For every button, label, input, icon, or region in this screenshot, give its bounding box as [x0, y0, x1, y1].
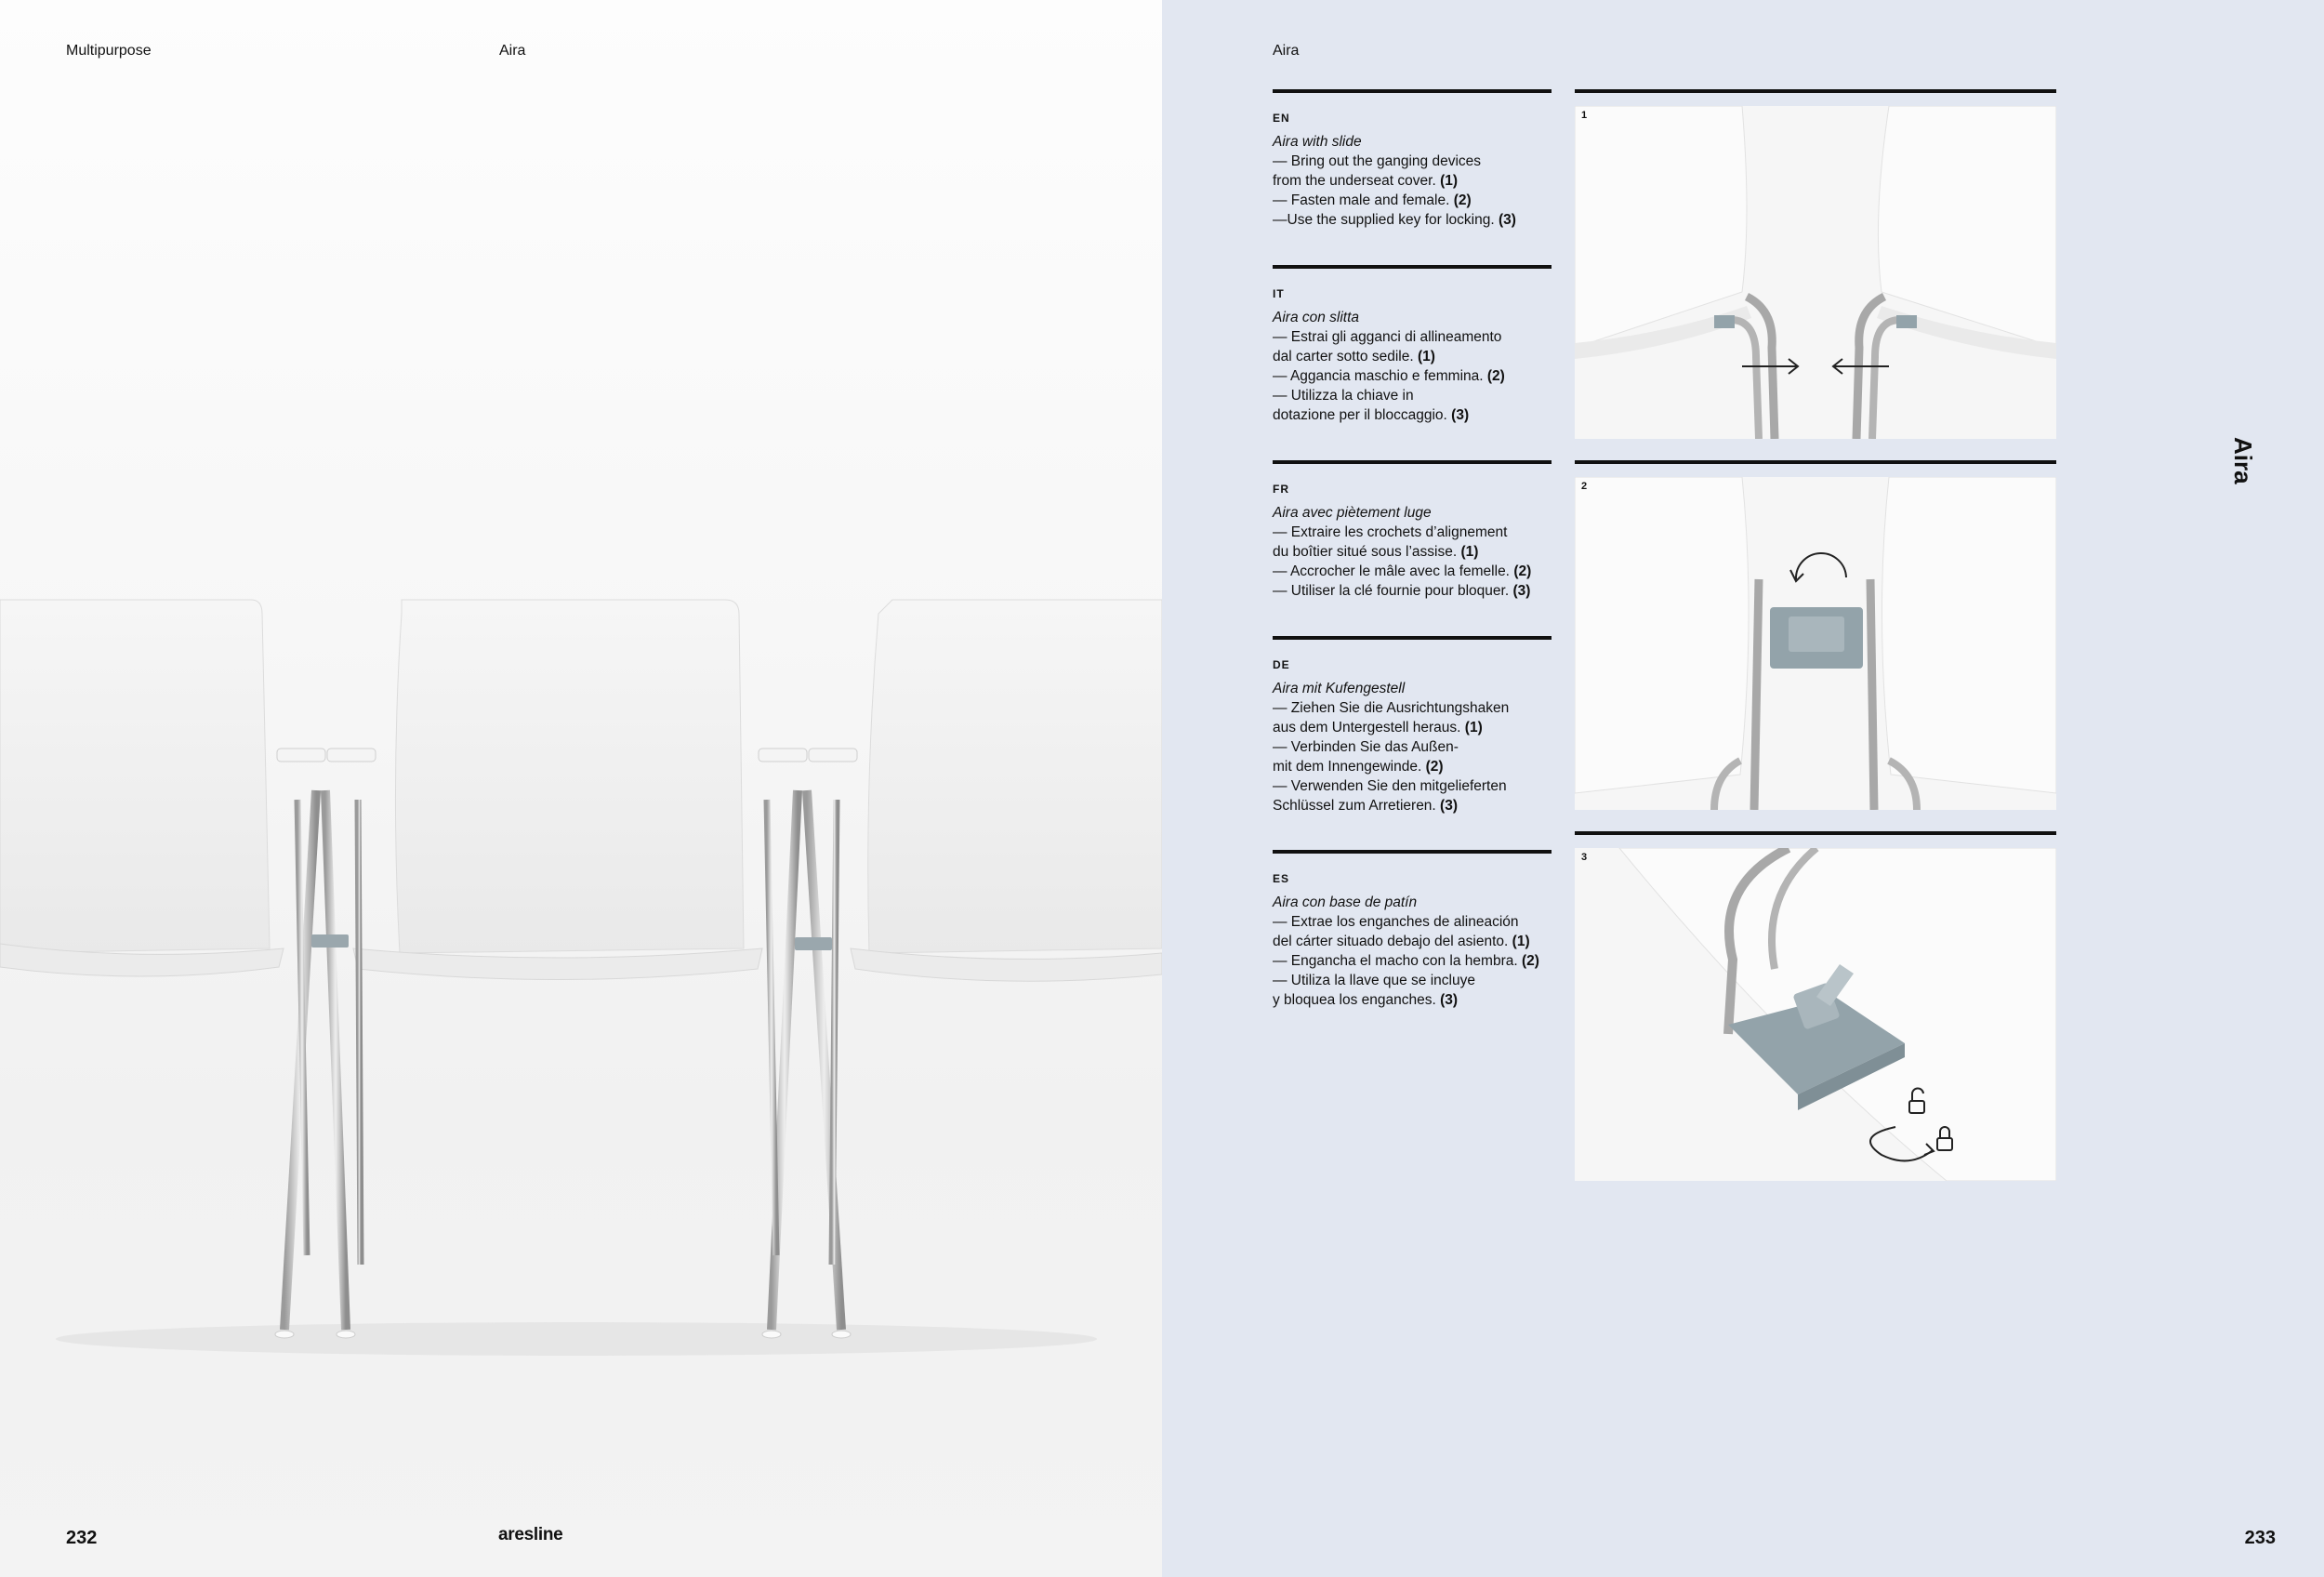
instruction-line: Schlüssel zum Arretieren. (3)	[1273, 798, 1458, 814]
divider	[1273, 636, 1552, 640]
instructions-subtitle: Aira mit Kufengestell	[1273, 681, 1406, 696]
step-1-image	[1575, 106, 2056, 439]
instruction-line: dotazione per il bloccaggio. (3)	[1273, 407, 1470, 423]
instruction-line: — Accrocher le mâle avec la femelle. (2)	[1273, 563, 1532, 579]
instruction-line: — Aggancia maschio e femmina. (2)	[1273, 368, 1505, 384]
right-page	[1162, 0, 2324, 1577]
product-label: Aira	[499, 43, 526, 59]
side-title: Aira	[2229, 437, 2257, 484]
instructions-it	[1273, 265, 1552, 425]
step-1	[1575, 89, 2056, 439]
section-label: Multipurpose	[66, 43, 152, 59]
instruction-line: — Fasten male and female. (2)	[1273, 192, 1472, 208]
chairs-photo	[0, 576, 1162, 1358]
instruction-line: — Extrae los enganches de alineación	[1273, 914, 1519, 930]
instruction-line: — Extraire les crochets d’alignement	[1273, 524, 1508, 540]
step-number: 3	[1581, 852, 1588, 863]
instructions-text	[1273, 132, 1552, 230]
divider	[1575, 89, 2056, 93]
divider	[1273, 89, 1552, 93]
step-2-illustration	[1575, 477, 2056, 810]
instructions-de	[1273, 636, 1552, 815]
instruction-line: — Verwenden Sie den mitgelieferten	[1273, 778, 1507, 794]
divider	[1273, 850, 1552, 854]
step-2-image	[1575, 477, 2056, 810]
product-label-right: Aira	[1273, 43, 1300, 59]
language-code: DE	[1273, 658, 1290, 671]
language-code: EN	[1273, 112, 1290, 125]
page-number-right: 233	[2244, 1528, 2276, 1548]
instruction-line: — Utiliza la llave que se incluye	[1273, 973, 1475, 988]
instructions-fr	[1273, 460, 1552, 601]
instruction-line: — Engancha el macho con la hembra. (2)	[1273, 953, 1539, 969]
step-3-illustration	[1575, 848, 2056, 1181]
language-code: IT	[1273, 287, 1285, 300]
instruction-line: — Estrai gli agganci di allineamento	[1273, 329, 1502, 345]
step-number: 1	[1581, 110, 1588, 121]
instruction-line: dal carter sotto sedile. (1)	[1273, 349, 1435, 364]
page-number-left: 232	[66, 1528, 98, 1548]
instructions-subtitle: Aira avec piètement luge	[1273, 505, 1432, 521]
instruction-line: del cárter situado debajo del asiento. (1)	[1273, 934, 1530, 949]
instructions-text	[1273, 893, 1552, 1010]
instructions-en	[1273, 89, 1552, 230]
language-code: ES	[1273, 872, 1290, 885]
instructions-subtitle: Aira con slitta	[1273, 310, 1360, 325]
instruction-line: aus dem Untergestell heraus. (1)	[1273, 720, 1483, 735]
instructions-text	[1273, 308, 1552, 425]
instruction-line: —Use the supplied key for locking. (3)	[1273, 212, 1516, 228]
step-3	[1575, 831, 2056, 1181]
divider	[1273, 265, 1552, 269]
step-2	[1575, 460, 2056, 810]
instruction-line: — Utilizza la chiave in	[1273, 388, 1414, 404]
step-1-illustration	[1575, 106, 2056, 439]
language-code: FR	[1273, 483, 1289, 496]
instruction-line: du boîtier situé sous l’assise. (1)	[1273, 544, 1479, 560]
instructions-subtitle: Aira with slide	[1273, 134, 1362, 150]
divider	[1575, 831, 2056, 835]
instruction-line: — Bring out the ganging devices	[1273, 153, 1482, 169]
instruction-line: — Verbinden Sie das Außen-	[1273, 739, 1459, 755]
divider	[1575, 460, 2056, 464]
step-3-image	[1575, 848, 2056, 1181]
brand-logo: aresline	[498, 1525, 563, 1544]
instruction-line: from the underseat cover. (1)	[1273, 173, 1459, 189]
divider	[1273, 460, 1552, 464]
instruction-line: y bloquea los enganches. (3)	[1273, 992, 1459, 1008]
instructions-text	[1273, 503, 1552, 601]
instructions-es	[1273, 850, 1552, 1010]
instructions-text	[1273, 679, 1552, 815]
instruction-line: — Utiliser la clé fournie pour bloquer. (3)	[1273, 583, 1531, 599]
instruction-line: — Ziehen Sie die Ausrichtungshaken	[1273, 700, 1510, 716]
instructions-subtitle: Aira con base de patín	[1273, 895, 1418, 910]
step-number: 2	[1581, 481, 1588, 492]
instruction-line: mit dem Innengewinde. (2)	[1273, 759, 1444, 775]
